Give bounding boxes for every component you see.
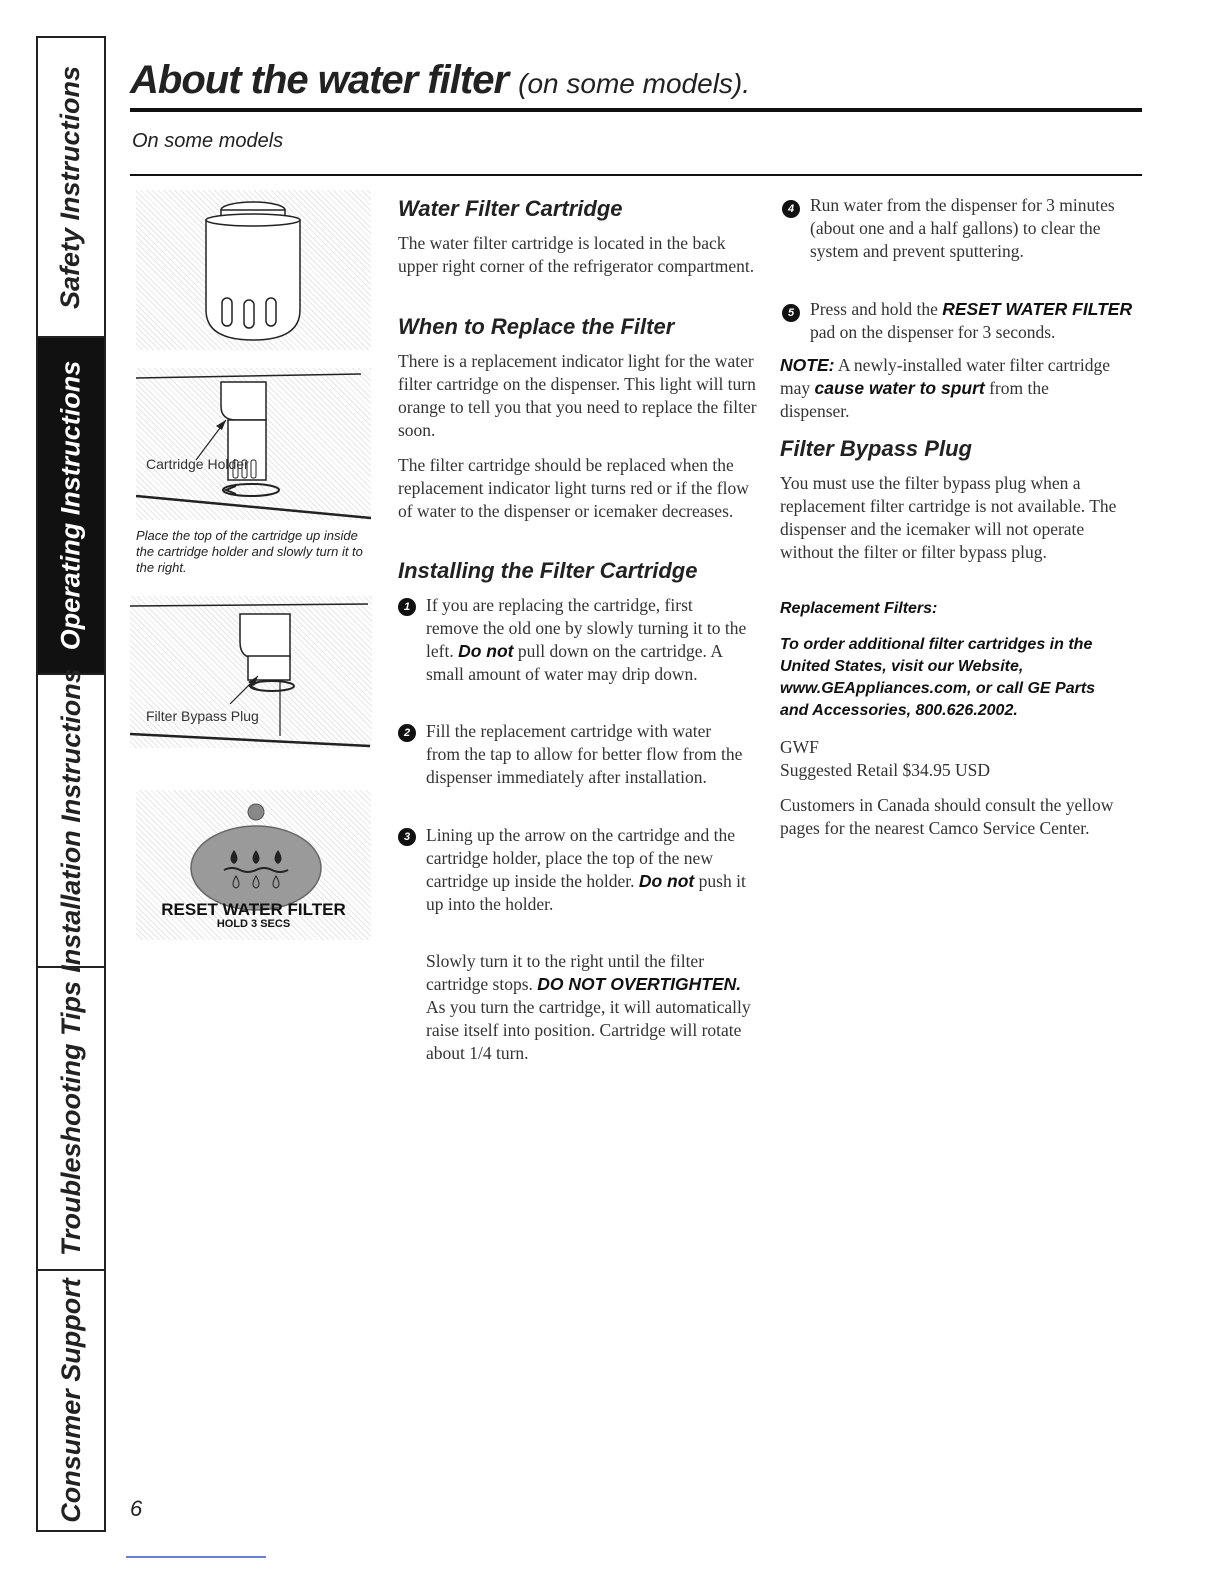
heading-filter-bypass-plug: Filter Bypass Plug	[780, 436, 972, 461]
section-sidebar	[36, 36, 106, 1532]
footer-line	[126, 1556, 266, 1558]
tab-installation-instructions[interactable]	[38, 668, 104, 973]
reset-water-filter-label: RESET WATER FILTER	[161, 900, 346, 919]
note-paragraph: NOTE: A newly-installed water filter cartridge may cause water to spurt from the dispenser.	[780, 355, 1110, 421]
cartridge-icon	[136, 190, 371, 350]
replacement-filters-heading: Replacement Filters:	[780, 600, 938, 617]
tab-label: Operating Instructions	[55, 360, 86, 651]
step-number-1: 1	[398, 598, 416, 616]
tab-troubleshooting-tips[interactable]	[38, 968, 104, 1271]
step-3-text: Lining up the arrow on the cartridge and the cartridge holder, place the top of the new cartridge up inside the holder. Do not push it up into the holder.	[426, 825, 746, 914]
title-rule	[130, 108, 1142, 112]
tab-safety-instructions[interactable]	[38, 38, 104, 338]
tab-label: Safety Instructions	[55, 65, 86, 309]
tab-operating-instructions[interactable]	[38, 338, 104, 675]
bypass-plug-icon	[130, 596, 372, 748]
reset-button-illustration	[136, 790, 371, 940]
tab-consumer-support[interactable]	[38, 1271, 104, 1530]
paragraph-turn-right: Slowly turn it to the right until the filter cartridge stops. DO NOT OVERTIGHTEN. As you turn the cartridge, it will automatically raise itself into position. Cartridge will rotate about 1/4 turn.	[426, 951, 751, 1063]
order-filters-info: To order additional filter cartridges in the United States, visit our Website, www.GEAppliances.com, or call GE Parts and Accessories, 800.626.2002.	[780, 636, 1096, 719]
heading-installing-cartridge: Installing the Filter Cartridge	[398, 558, 698, 583]
cartridge-holder-label: Cartridge Holder	[146, 456, 249, 472]
cartridge-holder-illustration	[136, 368, 371, 520]
step-number-2: 2	[398, 724, 416, 742]
filter-model: GWF	[780, 737, 819, 757]
step-1-text: If you are replacing the cartridge, first remove the old one by slowly turning it to the left. Do not pull down on the cartridge. A small amount of water may drip down.	[426, 595, 747, 684]
suggested-retail-price: Suggested Retail $34.95 USD	[780, 760, 990, 780]
paragraph-indicator-light: There is a replacement indicator light for the water filter cartridge on the dispenser. This light will turn orange to tell you that you need to replace the filter soon.	[398, 351, 757, 440]
tab-label: Consumer Support	[55, 1278, 86, 1523]
filter-cartridge-illustration	[136, 190, 371, 350]
paragraph-replace-when: The filter cartridge should be replaced when the replacement indicator light turns red or if the flow of water to the dispenser or icemaker decreases.	[398, 455, 749, 521]
paragraph-bypass-plug: You must use the filter bypass plug when a replacement filter cartridge is not available. The dispenser and the icemaker will not operate without the filter or filter bypass plug.	[780, 473, 1117, 562]
step-4-text: Run water from the dispenser for 3 minutes (about one and a half gallons) to clear the system and prevent sputtering.	[810, 195, 1115, 261]
tab-label: Installation Instructions	[55, 668, 86, 973]
canada-customers-note: Customers in Canada should consult the yellow pages for the nearest Camco Service Center.	[780, 795, 1114, 838]
page-number: 6	[130, 1496, 143, 1521]
page-subtitle: On some models	[132, 130, 284, 152]
bypass-plug-illustration	[130, 596, 372, 748]
heading-water-filter-cartridge: Water Filter Cartridge	[398, 196, 623, 221]
page-title: About the water filter (on some models).	[130, 58, 751, 102]
paragraph-cartridge-location: The water filter cartridge is located in the back upper right corner of the refrigerator compartment.	[398, 233, 755, 276]
step-number-5: 5	[782, 304, 800, 322]
heading-when-to-replace: When to Replace the Filter	[398, 314, 675, 339]
step-number-4: 4	[782, 200, 800, 218]
step-5-text: Press and hold the RESET WATER FILTER pad on the dispenser for 3 seconds.	[810, 299, 1133, 342]
step-2-text: Fill the replacement cartridge with water from the tap to allow for better flow from the dispenser immediately after installation.	[426, 721, 743, 787]
tab-label: Troubleshooting Tips	[55, 981, 86, 1256]
bypass-plug-label: Filter Bypass Plug	[146, 708, 259, 724]
illustration-caption: Place the top of the cartridge up inside the cartridge holder and slowly turn it to the right.	[136, 528, 363, 575]
section-rule	[130, 174, 1142, 176]
cartridge-holder-icon	[136, 368, 371, 520]
step-number-3: 3	[398, 828, 416, 846]
hold-3-secs-label: HOLD 3 SECS	[216, 918, 291, 930]
